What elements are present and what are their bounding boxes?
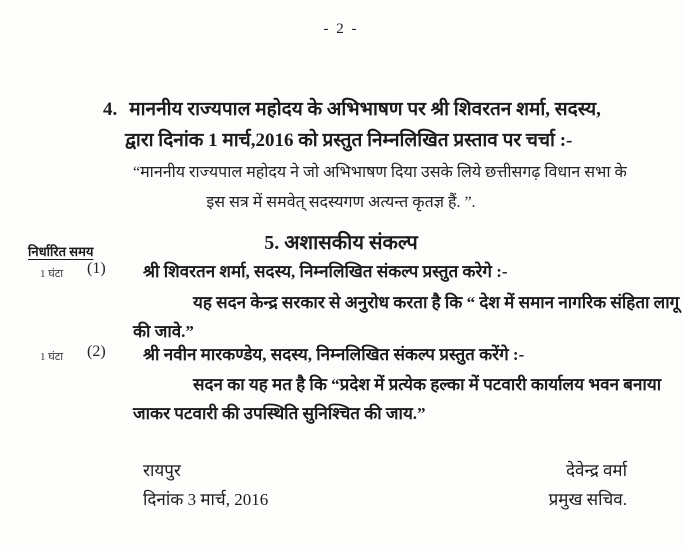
signatory-title: प्रमुख सचिव. bbox=[548, 490, 627, 509]
resolution1-time: 1 घंटा bbox=[40, 268, 64, 280]
signatory-name: देवेन्द्र वर्मा bbox=[565, 461, 627, 480]
item4-quote-line2: इस सत्र में समवेत् सदस्यगण अत्यन्त कृतज्ञ हैं. ”. bbox=[206, 194, 476, 211]
resolution1-intro: श्री शिवरतन शर्मा, सदस्य, निम्नलिखित संकल्प प्रस्तुत करेगे :- bbox=[143, 262, 508, 281]
item4-number: 4. bbox=[103, 99, 118, 120]
resolution2-number: (2) bbox=[87, 343, 106, 360]
resolution2-body-line1: सदन का यह मत है कि “प्रदेश में प्रत्येक हल्का में पटवारी कार्यालय भवन बनाया bbox=[193, 375, 662, 394]
footer-place: रायपुर bbox=[143, 461, 181, 480]
resolution2-time: 1 घंटा bbox=[40, 351, 64, 363]
page-number: - 2 - bbox=[323, 21, 359, 37]
resolution2-intro: श्री नवीन मारकण्डेय, सदस्य, निम्नलिखित संकल्प प्रस्तुत करेंगे :- bbox=[143, 345, 525, 364]
item4-line2: द्वारा दिनांक 1 मार्च,2016 को प्रस्तुत निम्नलिखित प्रस्ताव पर चर्चा :- bbox=[125, 130, 573, 151]
item4-quote-line1: “माननीय राज्यपाल महोदय ने जो अभिभाषण दिया उसके लिये छत्तीसगढ़ विधान सभा के bbox=[133, 164, 627, 181]
section5-heading: 5. अशासकीय संकल्प bbox=[264, 232, 418, 254]
allotted-time-label: निर्धारित समय bbox=[28, 244, 94, 259]
footer-date: दिनांक 3 मार्च, 2016 bbox=[143, 490, 269, 509]
resolution1-number: (1) bbox=[87, 260, 106, 277]
item4-line1 bbox=[103, 95, 601, 121]
resolution2-body-line2: जाकर पटवारी की उपस्थिति सुनिश्चित की जाय.” bbox=[133, 404, 426, 423]
item4-text-line1: माननीय राज्यपाल महोदय के अभिभाषण पर श्री शिवरतन शर्मा, सदस्य, bbox=[129, 99, 601, 120]
resolution1-body-line1: यह सदन केन्द्र सरकार से अनुरोध करता है कि “ देश में समान नागरिक संहिता लागू bbox=[193, 293, 680, 312]
resolution1-body-line2: की जावे.” bbox=[133, 322, 194, 341]
